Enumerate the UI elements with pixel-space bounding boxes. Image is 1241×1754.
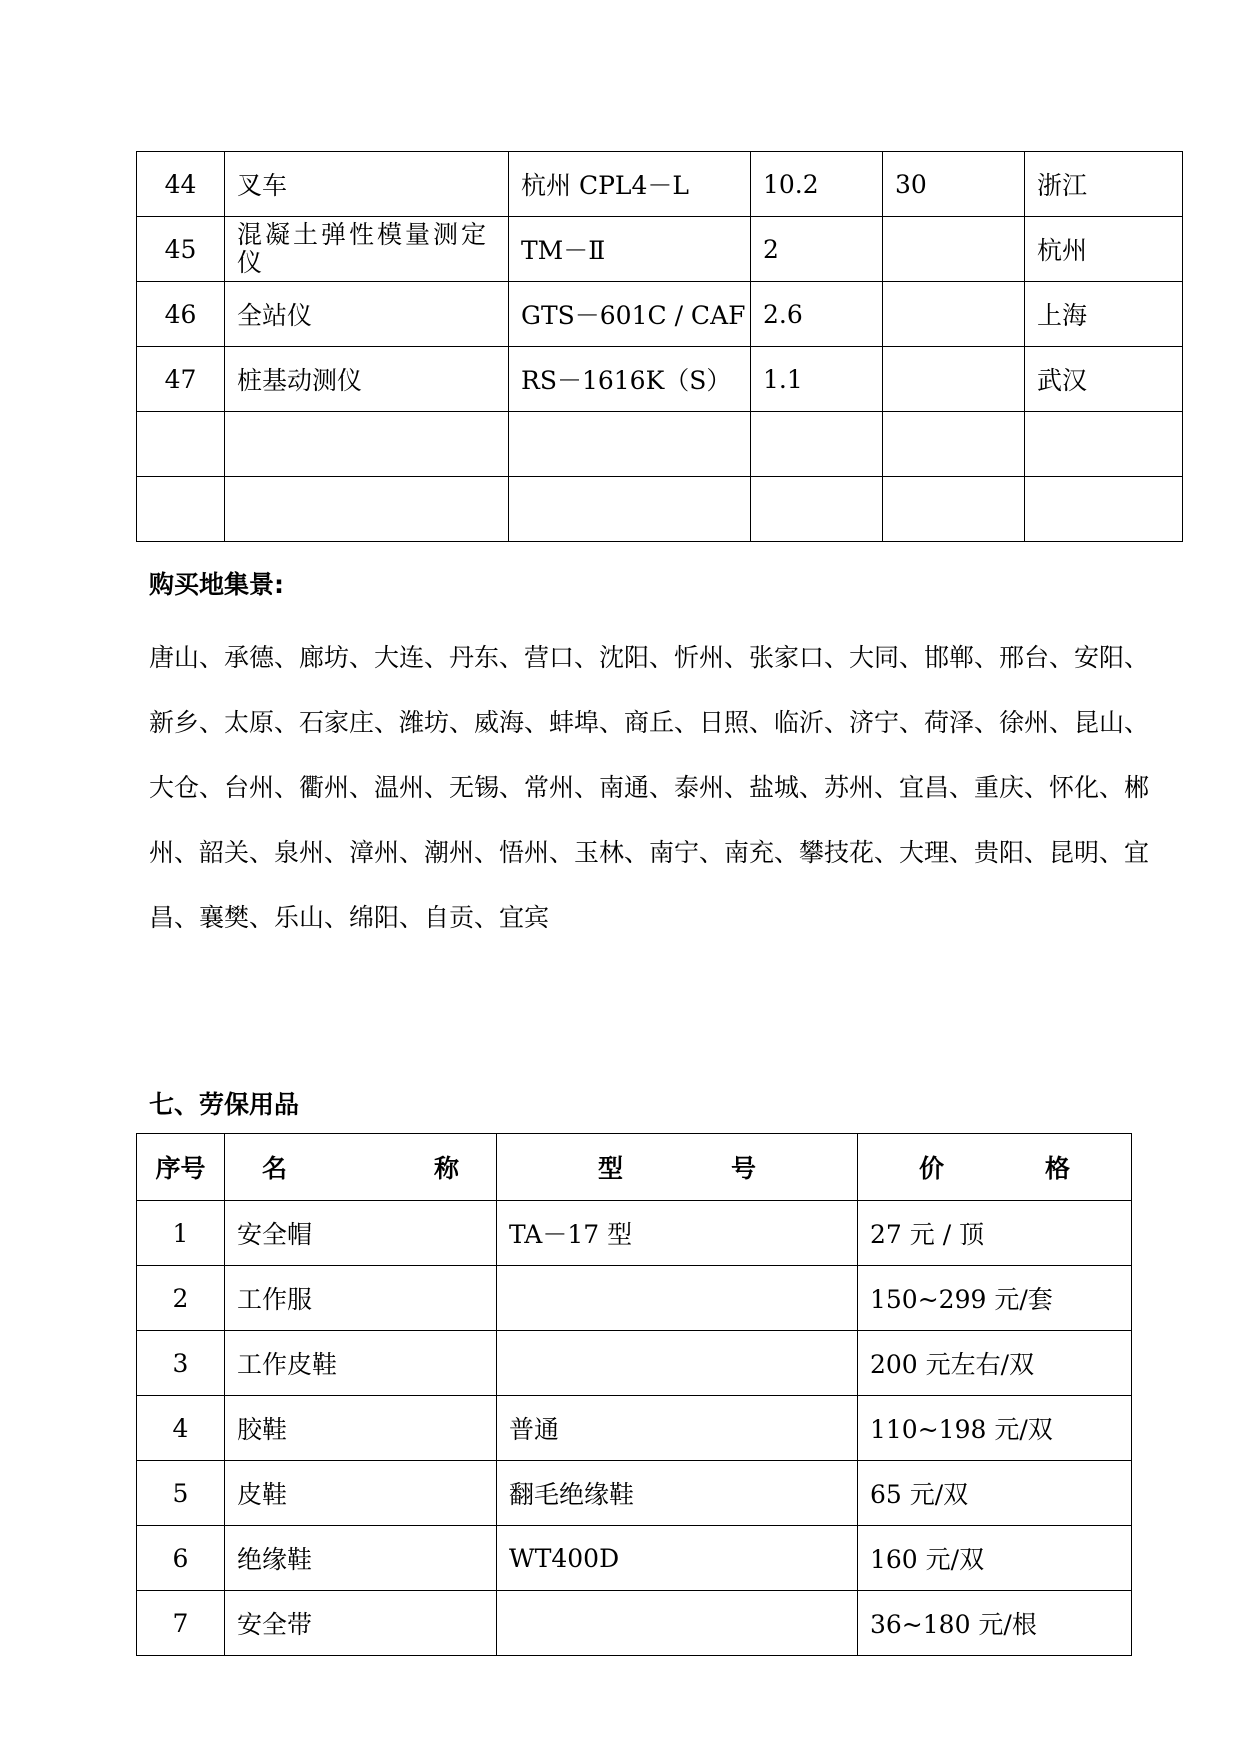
- cell-model: [497, 1331, 858, 1396]
- table-row: [137, 1461, 1132, 1526]
- header-name-a: 名: [262, 1154, 288, 1183]
- cell-name: 工作服: [225, 1266, 497, 1331]
- cell-name: 全站仪: [225, 282, 509, 347]
- cell-value-1: 10.2: [751, 152, 883, 217]
- cell-value-1: 2: [751, 217, 883, 282]
- purchase-cities: 唐山、承德、廊坊、大连、丹东、营口、沈阳、忻州、张家口、大同、邯郸、邢台、安阳、新乡、太原、石家庄、潍坊、威海、蚌埠、商丘、日照、临沂、济宁、荷泽、徐州、昆山、大仓、台州、衢州、温州、无锡、常州、南通、泰州、盐城、苏州、宜昌、重庆、怀化、郴州、韶关、泉州、漳州、潮州、悟州、玉林、南宁、南充、攀技花、大理、贵阳、昆明、宜昌、襄樊、乐山、绵阳、自贡、宜宾: [149, 643, 1150, 932]
- cell-name: 皮鞋: [225, 1461, 497, 1526]
- header-model-a: 型: [598, 1154, 624, 1183]
- cell-origin: 武汉: [1025, 347, 1183, 412]
- table-row: [137, 412, 1183, 477]
- cell-model: GTS－601C / CAF: [509, 282, 751, 347]
- cell-name: 安全带: [225, 1591, 497, 1656]
- cell-name: 工作皮鞋: [225, 1331, 497, 1396]
- cell-no: 2: [137, 1266, 225, 1331]
- table-row: [137, 282, 1183, 347]
- section-title: 七、劳保用品: [149, 1090, 300, 1119]
- cell-price: 160 元/双: [858, 1526, 1132, 1591]
- table-row: [137, 1266, 1132, 1331]
- cell-price: 150~299 元/套: [858, 1266, 1132, 1331]
- header-price-a: 价: [919, 1154, 945, 1183]
- cell-model: [497, 1266, 858, 1331]
- cell-name: 叉车: [225, 152, 509, 217]
- cell-price: 200 元左右/双: [858, 1331, 1132, 1396]
- cell-no: 45: [137, 217, 225, 282]
- cell-no: 1: [137, 1201, 225, 1266]
- cell-model: 普通: [497, 1396, 858, 1461]
- cell-value-2: [883, 412, 1025, 477]
- cell-origin: 浙江: [1025, 152, 1183, 217]
- cell-price: 110~198 元/双: [858, 1396, 1132, 1461]
- cell-name: [225, 412, 509, 477]
- cell-origin: 杭州: [1025, 217, 1183, 282]
- table-row: [137, 1331, 1132, 1396]
- table-row: [137, 347, 1183, 412]
- cell-no: 4: [137, 1396, 225, 1461]
- cell-no: 47: [137, 347, 225, 412]
- cell-name: 桩基动测仪: [225, 347, 509, 412]
- cell-no: 5: [137, 1461, 225, 1526]
- cell-value-2: [883, 282, 1025, 347]
- cell-name: 安全帽: [225, 1201, 497, 1266]
- header-price: [858, 1134, 1132, 1201]
- cell-model: RS－1616K（S）: [509, 347, 751, 412]
- header-name: [225, 1134, 497, 1201]
- header-model: [497, 1134, 858, 1201]
- table-row: [137, 152, 1183, 217]
- table-row: [137, 477, 1183, 542]
- cell-no: [137, 412, 225, 477]
- cell-value-2: [883, 477, 1025, 542]
- cell-model: [497, 1591, 858, 1656]
- ppe-table: [136, 1133, 1132, 1656]
- cell-price: 36~180 元/根: [858, 1591, 1132, 1656]
- cell-value-2: 30: [883, 152, 1025, 217]
- cell-model: TM－Ⅱ: [509, 217, 751, 282]
- cell-name: 混凝土弹性模量测定仪: [225, 217, 509, 282]
- cell-model: 翻毛绝缘鞋: [497, 1461, 858, 1526]
- cell-value-1: 2.6: [751, 282, 883, 347]
- cell-name: 胶鞋: [225, 1396, 497, 1461]
- purchase-heading: 购买地集景:: [149, 570, 284, 599]
- cell-origin: [1025, 477, 1183, 542]
- table-row: [137, 1201, 1132, 1266]
- cell-value-1: 1.1: [751, 347, 883, 412]
- cell-origin: 上海: [1025, 282, 1183, 347]
- cell-model: 杭州 CPL4－L: [509, 152, 751, 217]
- header-model-b: 号: [730, 1154, 756, 1183]
- cell-no: 44: [137, 152, 225, 217]
- table-row: [137, 1396, 1132, 1461]
- cell-no: 6: [137, 1526, 225, 1591]
- cell-name: [225, 477, 509, 542]
- header-no: 序号: [137, 1134, 225, 1201]
- cell-no: 3: [137, 1331, 225, 1396]
- equipment-table: [136, 151, 1183, 542]
- cell-origin: [1025, 412, 1183, 477]
- cell-value-1: [751, 412, 883, 477]
- cell-price: 65 元/双: [858, 1461, 1132, 1526]
- header-price-b: 格: [1044, 1154, 1070, 1183]
- cell-no: [137, 477, 225, 542]
- header-name-b: 称: [433, 1154, 459, 1183]
- cell-model: WT400D: [497, 1526, 858, 1591]
- cell-value-2: [883, 217, 1025, 282]
- cell-model: TA－17 型: [497, 1201, 858, 1266]
- cell-model: [509, 477, 751, 542]
- cell-no: 46: [137, 282, 225, 347]
- cell-name: 绝缘鞋: [225, 1526, 497, 1591]
- cell-value-2: [883, 347, 1025, 412]
- table-row: [137, 217, 1183, 282]
- table-row: [137, 1591, 1132, 1656]
- table-row: [137, 1526, 1132, 1591]
- cell-no: 7: [137, 1591, 225, 1656]
- cell-price: 27 元 / 顶: [858, 1201, 1132, 1266]
- cell-value-1: [751, 477, 883, 542]
- cell-model: [509, 412, 751, 477]
- table-header-row: [137, 1134, 1132, 1201]
